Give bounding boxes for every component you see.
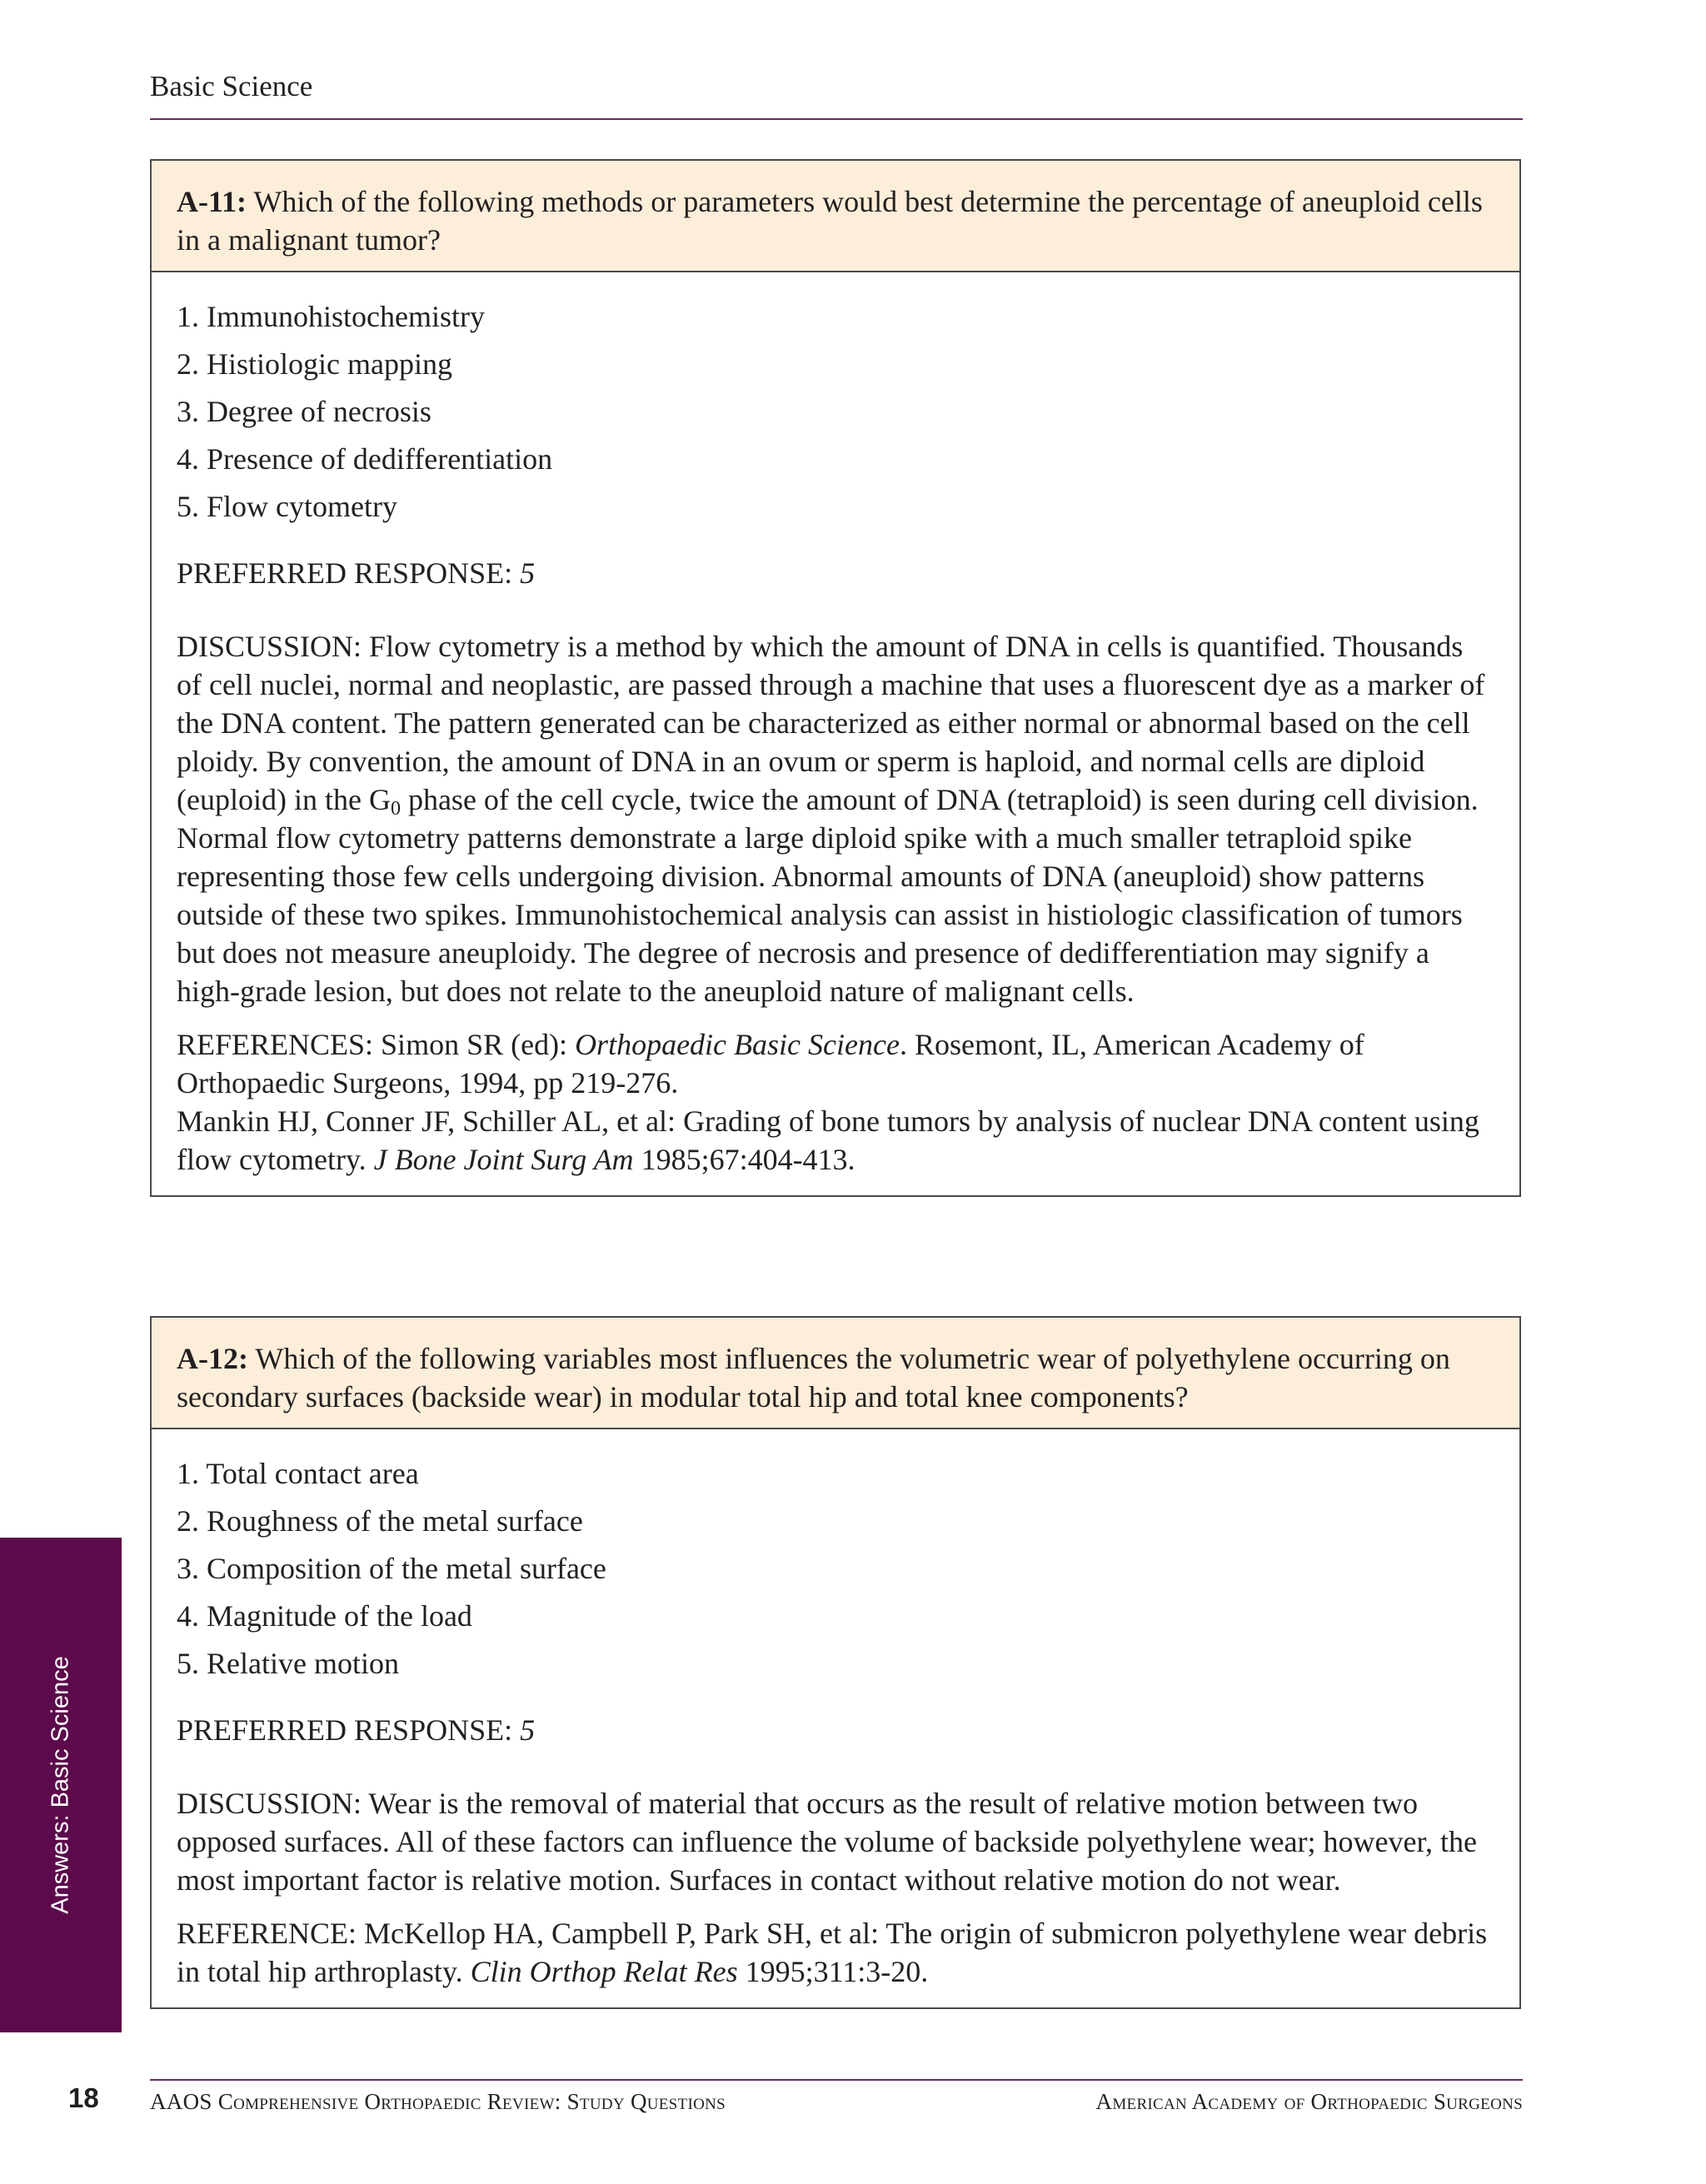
choice-item: 5. Flow cytometry	[177, 490, 397, 523]
choice-item: 3. Composition of the metal surface	[177, 1552, 606, 1585]
answer-body	[152, 272, 1519, 1195]
preferred-response-label: PREFERRED RESPONSE:	[177, 1713, 513, 1747]
reference-text: . Rosemont, IL, American Academy of Orthopaedic Surgeons, 1994, pp 219-276.	[177, 1028, 1364, 1099]
footer-publisher: American Academy of Orthopaedic Surgeons	[1095, 2089, 1523, 2114]
choice-item: 1. Total contact area	[177, 1457, 419, 1490]
choice-item: 2. Roughness of the metal surface	[177, 1504, 583, 1538]
reference-text: REFERENCES: Simon SR (ed):	[177, 1028, 576, 1061]
preferred-response-value: 5	[520, 1713, 536, 1747]
question-box-a11	[150, 159, 1521, 1197]
reference-journal: J Bone Joint Surg Am	[373, 1143, 634, 1176]
question-text: Which of the following variables most influences the volumetric wear of polyethylene occurring on secondary surfaces (backside wear) in modular total hip and total knee components?	[177, 1342, 1450, 1414]
choice-item: 2. Histiologic mapping	[177, 347, 452, 381]
preferred-response-value: 5	[520, 556, 536, 590]
answer-body	[152, 1429, 1519, 2007]
question-header	[152, 1318, 1519, 1429]
discussion-text-cont: phase of the cell cycle, twice the amount of DNA (tetraploid) is seen during cell division. Normal flow cytometry patterns demonstrate a large diploid spike with a much smaller tetraploid spike representing those few cells undergoing division. Abnormal amounts of DNA (aneuploid) show patterns outside of these two spikes. Immunohistochemical analysis can assist in histiologic classification of tumors but does not measure aneuploidy. The degree of necrosis and presence of dedifferentiation may signify a high-grade lesion, but does not relate to the aneuploid nature of malignant cells.	[177, 783, 1479, 1008]
question-id: A-12:	[177, 1342, 248, 1375]
header-rule	[150, 118, 1523, 120]
reference-1	[177, 1025, 1494, 1102]
discussion	[177, 627, 1494, 1010]
question-text: Which of the following methods or parameters would best determine the percentage of aneuploid cells in a malignant tumor?	[177, 185, 1483, 257]
discussion-text: DISCUSSION: Flow cytometry is a method by which the amount of DNA in cells is quantified. Thousands of cell nuclei, normal and neoplastic, are passed through a machine that uses a fluorescent dye as a marker of the DNA content. The pattern generated can be characterized as either normal or abnormal based on the cell ploidy. By convention, the amount of DNA in an ovum or sperm is haploid, and normal cells are diploid (euploid) in the G	[177, 630, 1485, 816]
page-number: 18	[68, 2082, 99, 2113]
reference-text: 1985;67:404-413.	[633, 1143, 855, 1176]
reference-text: Mankin HJ, Conner JF, Schiller AL, et al: Grading of bone tumors by analysis of nuclear DNA content using flow cytometry.	[177, 1104, 1479, 1176]
reference-1	[177, 1914, 1494, 1991]
question-header	[152, 161, 1519, 272]
preferred-response	[177, 1711, 1494, 1749]
discussion-subscript: 0	[390, 798, 401, 820]
choice-item: 4. Presence of dedifferentiation	[177, 442, 553, 476]
reference-text: 1995;311:3-20.	[737, 1955, 929, 1988]
choice-list	[177, 297, 1494, 526]
preferred-response-label: PREFERRED RESPONSE:	[177, 556, 513, 590]
reference-journal: Clin Orthop Relat Res	[470, 1955, 738, 1988]
discussion: DISCUSSION: Wear is the removal of material that occurs as the result of relative motion between two opposed surfaces. All of these factors can influence the volume of backside polyethylene wear; however, the most important factor is relative motion. Surfaces in contact without relative motion do not wear.	[177, 1787, 1477, 1897]
choice-item: 4. Magnitude of the load	[177, 1599, 472, 1633]
question-box-a12	[150, 1316, 1521, 2009]
choice-item: 5. Relative motion	[177, 1647, 399, 1680]
preferred-response	[177, 554, 1494, 592]
section-side-tab	[0, 1538, 122, 2032]
side-tab-label: Answers: Basic Science	[47, 1656, 74, 1914]
reference-text: REFERENCE: McKellop HA, Campbell P, Park SH, et al: The origin of submicron polyethylene wear debris in total hip arthroplasty.	[177, 1917, 1488, 1988]
footer-rule	[150, 2079, 1523, 2081]
question-id: A-11:	[177, 185, 247, 218]
choice-item: 3. Degree of necrosis	[177, 395, 431, 428]
choice-list	[177, 1454, 1494, 1683]
choice-item: 1. Immunohistochemistry	[177, 300, 485, 333]
reference-2	[177, 1102, 1494, 1179]
running-header: Basic Science	[150, 70, 313, 102]
footer-book-title: AAOS Comprehensive Orthopaedic Review: Study Questions	[150, 2089, 726, 2114]
reference-title: Orthopaedic Basic Science	[575, 1028, 900, 1061]
